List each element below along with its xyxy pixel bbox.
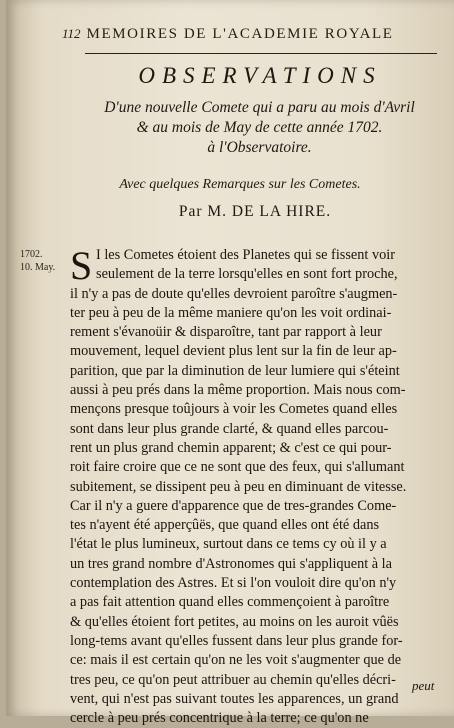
body-line: rent un plus grand chemin apparent; & c'est ce qui pour- [70,439,392,456]
article-subtitle [72,98,447,158]
body-line: sont dans leur plus grande clarté, & quand elles parcou- [70,420,389,437]
margin-year: 1702. [20,249,43,260]
body-line: contemplation des Astres. Et si l'on vouloit dire qu'on n'y [70,575,397,592]
article-title: OBSERVATIONS [138,63,382,88]
author-line: Par M. DE LA HIRE. [178,203,332,220]
margin-day: 10. May. [20,262,56,273]
body-text [70,243,446,728]
body-line: aussi à peu prés dans la même proportion. Mais nous com- [70,382,406,399]
body-line: a pas fait attention quand elles commençoient à paroître [70,594,390,611]
body-line: ce: mais il est certain qu'on ne les voit s'augmenter que de [70,652,402,669]
subtitle-line: à l'Observatoire. [207,139,312,156]
subtitle-line: D'une nouvelle Comete qui a paru au mois d'Avril [104,99,415,116]
body-line: long-tems avant qu'elles fussent dans leur plus grande for- [70,632,403,649]
page-number: 112 [62,26,81,41]
body-line: tes n'ayent été apperçûës, que quand elles ont été dans [70,517,380,534]
body-line: l'état le plus lumineux, surtout dans ce tems cy où il y a [70,536,387,553]
body-line: tres peu, ce qu'on peut attribuer au chemin qu'elles décri- [70,671,396,688]
subtitle-line: & au mois de May de cette année 1702. [136,119,383,136]
running-head [62,26,454,43]
running-title: MEMOIRES DE L'ACADEMIE ROYALE [86,26,394,42]
body-line: subitement, se dissipent peu à peu en diminuant de vitesse. [70,478,407,495]
drop-cap: S [70,243,93,288]
body-line: roit faire croire que ce ne sont que des feux, qui s'allumant [70,459,405,476]
body-line: rement s'évanoüir & disparoître, tant par rapport à leur [70,324,382,341]
body-line: mouvement, lequel devient plus lent sur la fin de leur ap- [70,343,397,360]
header-rule [85,53,437,54]
body-line: un tres grand nombre d'Astronomes qui s'appliquent à la [70,555,393,572]
margin-date-note [20,248,66,274]
body-line: vent, qui n'est pas suivant toutes les apparences, un grand [70,690,399,707]
body-line: ter peu à peu de la même maniere qu'on les voit ordinai- [70,304,392,321]
catchword: peut [412,678,435,693]
body-line: I les Cometes étoient des Planetes qui se fissent voir [96,247,395,263]
remarks-line: Avec quelques Remarques sur les Cometes. [119,177,361,192]
body-line: seulement de la terre lorsqu'elles en sont fort proche, [96,266,398,283]
body-line: Car il n'y a guere d'apparence que de tres-grandes Come- [70,497,397,514]
body-line: il n'y a pas de doute qu'elles devroient paroître s'augmen- [70,285,398,302]
body-line: mençons presque toûjours à voir les Cometes quand elles [70,401,398,418]
body-line: & qu'elles étoient fort petites, au moins on les auroit vûës [70,613,399,630]
body-line: cercle à peu prés concentrique à la terre; ce qu'on ne [70,710,369,727]
body-line: parition, que par la diminution de leur lumiere qui s'éteint [70,362,400,379]
